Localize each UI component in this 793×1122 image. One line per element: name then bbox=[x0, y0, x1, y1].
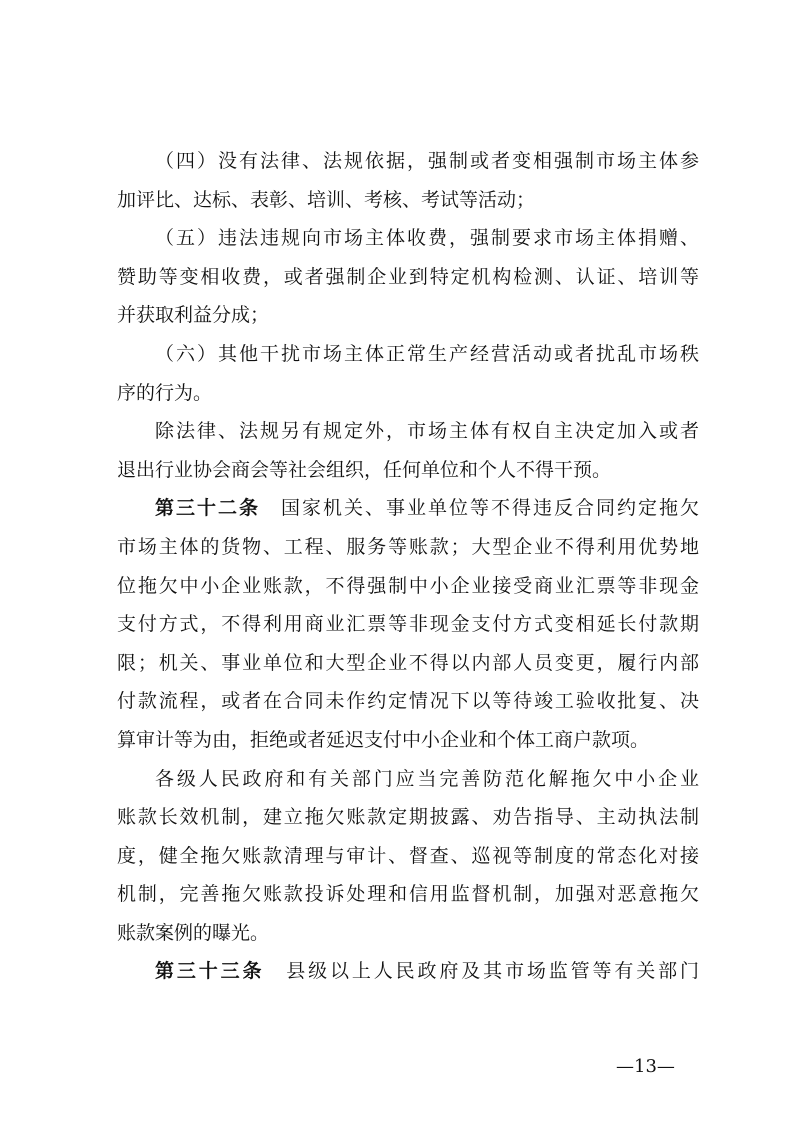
text-line: 付款流程，或者在合同未作约定情况下以等待竣工验收批复、决 bbox=[117, 690, 699, 713]
article-33 bbox=[117, 952, 699, 991]
body-text bbox=[117, 142, 699, 991]
text-line: 市场主体的货物、工程、服务等账款；大型企业不得利用优势地 bbox=[117, 535, 699, 558]
paragraph-governments bbox=[117, 760, 699, 953]
text-line: 序的行为。 bbox=[117, 381, 213, 404]
text-line: 度，健全拖欠账款清理与审计、督查、巡视等制度的常态化对接 bbox=[117, 844, 699, 867]
paragraph-item-6 bbox=[117, 335, 699, 412]
text-line: （四）没有法律、法规依据，强制或者变相强制市场主体参 bbox=[155, 150, 699, 172]
page-number: —13— bbox=[616, 1056, 675, 1077]
text-line: 除法律、法规另有规定外，市场主体有权自主决定加入或者 bbox=[155, 420, 699, 443]
paragraph-item-5 bbox=[117, 219, 699, 335]
text-line: 支付方式，不得利用商业汇票等非现金支付方式变相延长付款期 bbox=[117, 613, 699, 636]
article-title: 第三十三条 bbox=[155, 960, 265, 983]
text-line: 账款案例的曝光。 bbox=[117, 921, 270, 944]
text-line: 退出行业协会商会等社会组织，任何单位和个人不得干预。 bbox=[117, 458, 612, 481]
text-line: 并获取利益分成； bbox=[117, 304, 270, 327]
paragraph-item-4 bbox=[117, 142, 699, 219]
text-line: （六）其他干扰市场主体正常生产经营活动或者扰乱市场秩 bbox=[155, 342, 699, 365]
text-line: 加评比、达标、表彰、培训、考核、考试等活动； bbox=[117, 188, 536, 211]
text-line: 位拖欠中小企业账款，不得强制中小企业接受商业汇票等非现金 bbox=[117, 574, 699, 597]
article-title: 第三十二条 bbox=[155, 497, 260, 520]
text-line: 限；机关、事业单位和大型企业不得以内部人员变更，履行内部 bbox=[117, 651, 699, 674]
text-line: 各级人民政府和有关部门应当完善防范化解拖欠中小企业 bbox=[155, 767, 699, 790]
text-line: 机制，完善拖欠账款投诉处理和信用监督机制，加强对恶意拖欠 bbox=[117, 883, 699, 906]
text-line bbox=[117, 489, 699, 528]
text-line: 算审计等为由，拒绝或者延迟支付中小企业和个体工商户款项。 bbox=[117, 728, 650, 751]
text-line bbox=[117, 952, 699, 991]
article-first-line: 国家机关、事业单位等不得违反合同约定拖欠 bbox=[279, 497, 699, 520]
text-line: 赞助等变相收费，或者强制企业到特定机构检测、认证、培训等 bbox=[117, 265, 699, 288]
text-line: （五）违法违规向市场主体收费，强制要求市场主体捐赠、 bbox=[155, 227, 699, 250]
text-line: 账款长效机制，建立拖欠账款定期披露、劝告指导、主动执法制 bbox=[117, 806, 699, 829]
article-32 bbox=[117, 489, 699, 759]
paragraph-exception bbox=[117, 412, 699, 489]
article-first-line: 县级以上人民政府及其市场监管等有关部门 bbox=[283, 960, 699, 983]
